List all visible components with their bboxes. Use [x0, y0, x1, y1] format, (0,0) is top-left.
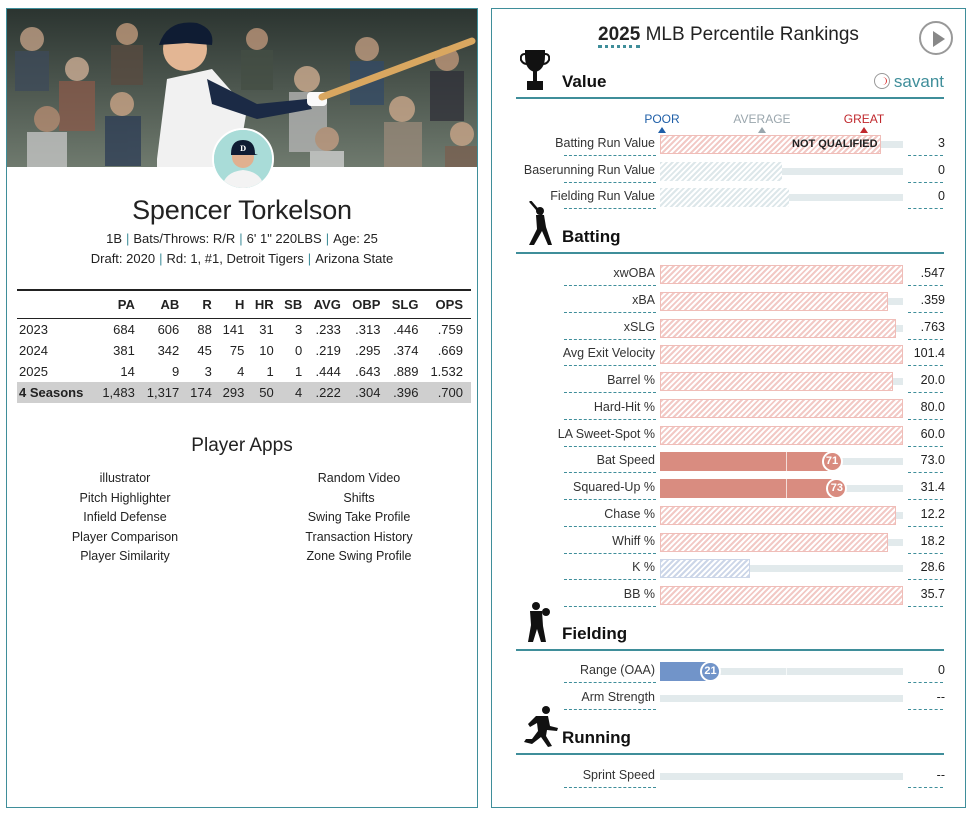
savant-link[interactable]: savant: [874, 72, 944, 92]
percentile-bar: [660, 292, 888, 311]
metric-value: 31.4: [920, 480, 945, 494]
row-divider: [908, 365, 943, 366]
stats-cell: .233: [315, 321, 341, 337]
percentile-bar: [660, 319, 896, 338]
row-divider: [908, 472, 943, 473]
row-divider: [564, 392, 656, 393]
section-header-value: [516, 67, 944, 99]
value-icon: [520, 48, 550, 97]
stats-cell: 174: [187, 382, 220, 403]
row-divider: [908, 553, 943, 554]
metric-row: [492, 422, 965, 449]
metric-label: Arm Strength: [581, 689, 655, 704]
player-app-link[interactable]: Random Video: [317, 471, 401, 485]
metric-label: Avg Exit Velocity: [562, 346, 655, 361]
stats-row: [17, 361, 471, 382]
player-app-link[interactable]: Infield Defense: [83, 510, 167, 525]
player-apps-column-1: [25, 469, 225, 567]
metric-value: 18.2: [920, 533, 945, 548]
stats-cell: 684: [113, 321, 135, 337]
metric-label: Barrel %: [607, 373, 655, 387]
metric-label: Fielding Run Value: [550, 189, 655, 204]
row-divider: [908, 526, 943, 527]
stats-header-obp: OBP: [349, 290, 389, 319]
player-name: Spencer Torkelson: [132, 195, 352, 225]
player-draft-line: Draft: 2020 | Rd: 1, #1, Detroit Tigers | Arizona State: [90, 251, 394, 266]
metric-label: LA Sweet-Spot %: [557, 426, 655, 441]
row-divider: [564, 682, 656, 683]
stats-header-sb: SB: [282, 290, 311, 319]
percentile-bar: [660, 533, 888, 552]
stats-cell: 1,483: [98, 382, 142, 403]
row-divider: [908, 682, 943, 683]
player-bats-throws: Bats/Throws: R/R: [133, 231, 236, 246]
player-card: [6, 8, 478, 808]
stats-cell: 31: [259, 321, 274, 337]
metric-value: --: [936, 689, 945, 704]
stats-cell: 9: [172, 363, 180, 379]
percentile-track: [660, 695, 903, 702]
stats-cell: 2023: [19, 321, 48, 337]
player-app-link[interactable]: illustrator: [99, 471, 151, 485]
section-title-running: Running: [562, 728, 631, 747]
baseball-icon: [874, 73, 890, 89]
metric-value: 3: [938, 136, 945, 150]
metric-label: Hard-Hit %: [593, 399, 655, 414]
player-school: Arizona State: [315, 251, 394, 266]
average-marker: [786, 662, 787, 681]
stats-header-hr: HR: [252, 290, 281, 319]
row-divider: [564, 709, 656, 710]
metric-value: .763: [920, 319, 945, 334]
metric-row: [492, 502, 965, 529]
stats-row: [17, 340, 471, 361]
stats-cell: 10: [259, 342, 274, 358]
average-marker: [786, 479, 787, 498]
stats-cell: 4: [237, 363, 245, 379]
percentile-rank-badge: 71: [822, 451, 843, 472]
stats-cell: .700: [426, 382, 471, 403]
row-divider: [564, 312, 656, 313]
stats-header-pa: PA: [98, 290, 142, 319]
percentile-bar: [660, 372, 893, 391]
section-header-batting: [516, 222, 944, 254]
row-divider: [564, 472, 656, 473]
row-divider: [564, 155, 656, 156]
stats-cell: 1,317: [143, 382, 187, 403]
player-app-link[interactable]: Player Comparison: [71, 529, 179, 544]
row-divider: [564, 182, 656, 183]
row-divider: [908, 499, 943, 500]
player-app-link[interactable]: Zone Swing Profile: [306, 549, 412, 564]
stats-cell: 1: [295, 363, 303, 379]
percentile-bar: [660, 345, 903, 364]
not-qualified-note: NOT QUALIFIED: [792, 138, 878, 150]
metric-value: 60.0: [920, 426, 945, 441]
section-title-batting: Batting: [562, 227, 621, 246]
stats-cell: 2024: [19, 342, 48, 358]
player-apps-title: Player Apps: [191, 435, 293, 456]
stats-cell: 2025: [19, 363, 48, 379]
player-height-weight: 6' 1" 220LBS: [246, 231, 322, 246]
metric-label: Bat Speed: [596, 453, 655, 468]
percentile-bar: [660, 452, 833, 471]
row-divider: [564, 446, 656, 447]
running-icon: [520, 704, 560, 753]
section-title-fielding: Fielding: [562, 624, 628, 643]
metric-row: [492, 582, 965, 609]
percentile-bar: [660, 188, 789, 207]
metric-row: [492, 475, 965, 502]
player-headshot: [212, 128, 274, 190]
stats-total-row: [17, 382, 471, 403]
row-divider: [908, 419, 943, 420]
stats-cell: 1.532: [430, 363, 463, 379]
row-divider: [564, 499, 656, 500]
percentile-rank-badge: 21: [700, 661, 721, 682]
metric-label: Whiff %: [612, 533, 655, 548]
stats-cell: 4 Seasons: [17, 382, 98, 403]
stats-header-ab: AB: [143, 290, 187, 319]
player-age: Age: 25: [333, 231, 378, 246]
metric-row: [492, 658, 965, 685]
scale-label-average: AVERAGE: [732, 112, 792, 133]
stats-header-season: [17, 290, 98, 319]
stats-cell: 141: [222, 321, 245, 337]
stats-header-slg: SLG: [388, 290, 426, 319]
percentile-rank-badge: 73: [826, 478, 847, 499]
row-divider: [908, 392, 943, 393]
player-apps-column-2: [259, 469, 459, 567]
metric-value: 12.2: [920, 506, 945, 521]
row-divider: [564, 208, 656, 209]
row-divider: [564, 606, 656, 607]
metric-label: Batting Run Value: [555, 136, 655, 150]
stats-row: [17, 319, 471, 340]
metric-value: 20.0: [920, 373, 945, 387]
metric-label: Squared-Up %: [573, 480, 655, 494]
section-header-running: [516, 723, 944, 755]
stats-cell: .669: [437, 342, 463, 358]
row-divider: [564, 365, 656, 366]
metric-value: 35.7: [920, 587, 945, 601]
metric-row: [492, 261, 965, 288]
row-divider: [908, 155, 943, 156]
scale-label-poor: POOR: [632, 112, 692, 133]
row-divider: [564, 285, 656, 286]
metric-row: [492, 395, 965, 422]
metric-row: [492, 158, 965, 185]
metric-value: 0: [938, 162, 945, 177]
stats-cell: 14: [120, 363, 135, 379]
stats-cell: .313: [355, 321, 381, 337]
row-divider: [908, 285, 943, 286]
stats-header-h: H: [220, 290, 253, 319]
metric-row: [492, 288, 965, 315]
percentile-track: [660, 773, 903, 780]
player-app-link[interactable]: Shifts: [343, 490, 375, 505]
stats-cell: 381: [113, 342, 135, 358]
metric-row: [492, 315, 965, 342]
player-app-link[interactable]: Swing Take Profile: [307, 510, 411, 525]
percentile-bar: [660, 426, 903, 445]
metric-label: Baserunning Run Value: [523, 162, 655, 177]
stats-cell: 45: [197, 342, 212, 358]
stats-cell: 88: [197, 321, 212, 337]
draft-team: Detroit Tigers: [226, 251, 304, 266]
percentile-rankings-card: [491, 8, 966, 808]
metric-label: Sprint Speed: [582, 768, 655, 782]
row-divider: [908, 208, 943, 209]
player-position: 1B: [106, 231, 122, 246]
metric-label: xSLG: [623, 319, 655, 334]
batting-icon: [520, 201, 556, 252]
row-divider: [564, 526, 656, 527]
metric-row: [492, 341, 965, 368]
stats-cell: 3: [295, 321, 303, 337]
stats-cell: .222: [310, 382, 349, 403]
metric-value: --: [936, 768, 945, 782]
stats-cell: 293: [220, 382, 253, 403]
stats-cell: .374: [393, 342, 419, 358]
row-divider: [908, 182, 943, 183]
stats-cell: .304: [349, 382, 389, 403]
percentile-bar: [660, 399, 903, 418]
metric-row: [492, 448, 965, 475]
metric-value: .547: [920, 266, 945, 280]
player-app-link[interactable]: Pitch Highlighter: [79, 490, 171, 505]
row-divider: [908, 787, 943, 788]
stats-cell: 4: [282, 382, 311, 403]
stats-cell: .643: [355, 363, 381, 379]
percentile-bar: [660, 265, 903, 284]
row-divider: [564, 579, 656, 580]
stats-cell: 606: [157, 321, 180, 337]
metric-label: Chase %: [604, 506, 655, 521]
section-title-value: Value: [562, 72, 607, 91]
metric-value: 0: [938, 189, 945, 204]
stats-table: [17, 289, 471, 403]
stats-cell: 75: [229, 342, 245, 358]
metric-row: [492, 763, 965, 790]
stats-cell: 50: [252, 382, 281, 403]
play-animation-button[interactable]: [919, 21, 953, 55]
scale-label-great: GREAT: [834, 112, 894, 133]
stats-cell: 342: [157, 342, 180, 358]
row-divider: [908, 312, 943, 313]
stats-cell: .889: [393, 363, 419, 379]
fielding-icon: [520, 598, 550, 649]
metric-label: Range (OAA): [579, 663, 655, 677]
stats-header-r: R: [187, 290, 220, 319]
percentile-bar: [660, 586, 903, 605]
stats-header-ops: OPS: [426, 290, 471, 319]
player-bio-line: 1B | Bats/Throws: R/R | 6' 1" 220LBS | Age: 25: [106, 231, 378, 246]
metric-row: [492, 685, 965, 712]
row-divider: [908, 709, 943, 710]
row-divider: [908, 606, 943, 607]
metric-label: K %: [632, 560, 655, 575]
stats-cell: .219: [315, 342, 341, 358]
svg-text:D: D: [239, 144, 247, 153]
metric-value: 0: [938, 663, 945, 677]
draft-round: Rd: 1, #1,: [166, 251, 223, 266]
draft-year: 2020: [126, 251, 156, 266]
row-divider: [908, 579, 943, 580]
stats-cell: .295: [355, 342, 381, 358]
metric-row: [492, 131, 965, 158]
metric-label: xBA: [632, 292, 655, 307]
stats-cell: .446: [393, 321, 419, 337]
stats-cell: .759: [437, 321, 463, 337]
row-divider: [564, 553, 656, 554]
rankings-title: [492, 24, 965, 46]
stats-header-row: [17, 290, 471, 319]
draft-label: Draft:: [90, 251, 123, 266]
metric-value: .359: [920, 292, 945, 307]
row-divider: [908, 446, 943, 447]
metric-row: [492, 368, 965, 395]
metric-value: 101.4: [913, 346, 945, 361]
rankings-title-text: MLB Percentile Rankings: [645, 24, 859, 45]
stats-cell: .396: [388, 382, 426, 403]
average-marker: [786, 452, 787, 471]
stats-cell: 3: [204, 363, 212, 379]
metric-row: [492, 184, 965, 211]
stats-cell: 1: [266, 363, 274, 379]
player-app-link[interactable]: Player Similarity: [80, 549, 170, 564]
row-divider: [564, 419, 656, 420]
percentile-bar: [660, 506, 896, 525]
player-app-link[interactable]: Transaction History: [305, 529, 413, 544]
stats-cell: 0: [295, 342, 303, 358]
percentile-bar: [660, 559, 750, 578]
stats-header-avg: AVG: [310, 290, 349, 319]
row-divider: [564, 339, 656, 340]
metric-value: 28.6: [920, 560, 945, 575]
percentile-bar: [660, 479, 837, 498]
metric-row: [492, 555, 965, 582]
percentile-bar: [660, 162, 782, 181]
rankings-year: 2025: [598, 24, 640, 48]
metric-row: [492, 529, 965, 556]
row-divider: [564, 787, 656, 788]
metric-value: 73.0: [920, 453, 945, 468]
metric-label: BB %: [623, 587, 655, 601]
metric-value: 80.0: [920, 399, 945, 414]
section-header-fielding: [516, 619, 944, 651]
row-divider: [908, 339, 943, 340]
stats-cell: .444: [315, 363, 341, 379]
metric-label: xwOBA: [613, 266, 655, 280]
